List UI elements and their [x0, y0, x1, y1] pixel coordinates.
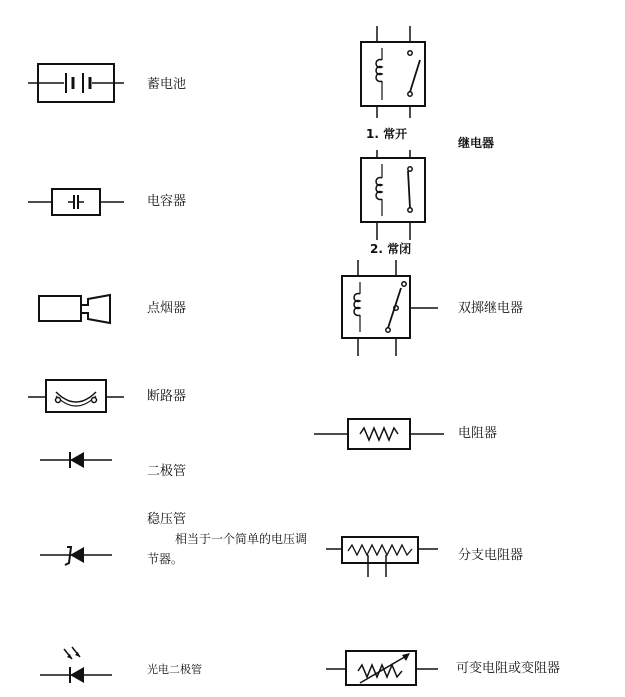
double-throw-relay-label: 双掷继电器: [458, 301, 524, 316]
relay-normally-closed-symbol: [352, 150, 432, 242]
relay-normally-open-symbol: [352, 26, 432, 118]
resistor-symbol: [314, 416, 444, 452]
capacitor-symbol: [28, 186, 124, 218]
relay-normally-open-caption: 1. 常开: [366, 127, 408, 141]
variable-resistor-label: 可变电阻或变阻器: [456, 661, 561, 676]
zener-diode-label: 稳压管: [147, 512, 187, 527]
photodiode-label: 光电二极管: [147, 663, 202, 676]
relay-normally-closed-caption: 2. 常闭: [370, 242, 412, 256]
cigar-lighter-symbol: [38, 293, 112, 325]
zener-diode-note: 相当于一个简单的电压调节器。: [147, 532, 308, 566]
tapped-resistor-symbol: [326, 535, 438, 577]
battery-symbol: [28, 62, 124, 108]
diode-symbol: [40, 450, 112, 470]
circuit-breaker-label: 断路器: [147, 389, 187, 404]
tapped-resistor-label: 分支电阻器: [458, 548, 524, 563]
resistor-label: 电阻器: [458, 426, 498, 441]
relay-label: 继电器: [458, 136, 495, 150]
circuit-breaker-symbol: [28, 378, 124, 414]
diode-label: 二极管: [147, 464, 187, 479]
cigar-lighter-label: 点烟器: [147, 301, 187, 316]
zener-diode-symbol: [40, 543, 112, 567]
double-throw-relay-symbol: [338, 260, 438, 356]
battery-label: 蓄电池: [147, 77, 187, 92]
photodiode-symbol: [40, 645, 112, 685]
capacitor-label: 电容器: [147, 194, 187, 209]
variable-resistor-symbol: [326, 647, 438, 689]
